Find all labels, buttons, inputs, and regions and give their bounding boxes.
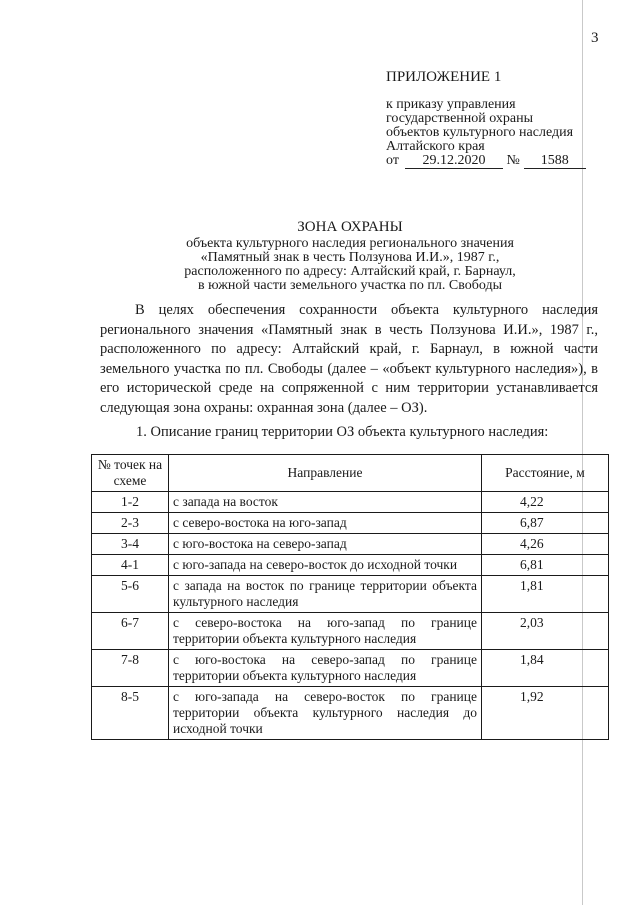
row-direction: с юго-запада на северо-восток до исходной точки bbox=[169, 555, 482, 576]
appendix-line: государственной охраны bbox=[386, 111, 534, 126]
row-direction: с запада на восток bbox=[169, 492, 482, 513]
section-title: 1. Описание границ территории ОЗ объекта культурного наследия: bbox=[136, 424, 549, 440]
zone-subtitle-line: «Памятный знак в честь Ползунова И.И.», 1987 г., bbox=[200, 250, 500, 265]
table-header-row bbox=[92, 455, 609, 492]
appendix-line: объектов культурного наследия bbox=[386, 125, 574, 140]
intro-paragraph: В целях обеспечения сохранности объекта культурного наследия регионального значения «Памятный знак в честь Ползунова И.И.», 1987 г., расположенного по адресу: Алтайский край, г. Барнаул, в южной части земельного участка по пл. Свободы (далее – «объект культурного наследия»), в его исторической среде на сопряженной с ним территории устанавливается следующая зона охраны: охранная зона (далее – ОЗ). bbox=[100, 302, 598, 416]
zone-subtitle-line: расположенного по адресу: Алтайский край, г. Барнаул, bbox=[184, 264, 516, 279]
row-direction: с юго-востока на северо-запад bbox=[169, 534, 482, 555]
row-distance: 4,22 bbox=[482, 492, 609, 513]
table-row bbox=[92, 513, 609, 534]
appendix-line: к приказу управления bbox=[386, 97, 516, 112]
zone-title: ЗОНА ОХРАНЫ bbox=[297, 219, 403, 235]
table-row bbox=[92, 650, 609, 687]
date-prefix: от bbox=[386, 153, 399, 168]
row-distance: 1,84 bbox=[482, 650, 609, 687]
zone-header bbox=[100, 220, 600, 293]
row-direction: с юго-востока на северо-запад по границе территории объекта культурного наследия bbox=[169, 650, 482, 687]
appendix-block bbox=[386, 70, 616, 169]
table-row bbox=[92, 613, 609, 650]
zone-subtitle-line: объекта культурного наследия регионального значения bbox=[186, 236, 514, 251]
order-number: 1588 bbox=[524, 154, 586, 169]
page-number: 3 bbox=[591, 30, 599, 46]
zone-subtitle-line: в южной части земельного участка по пл. Свободы bbox=[198, 278, 502, 293]
table-row bbox=[92, 492, 609, 513]
table-row bbox=[92, 534, 609, 555]
appendix-title: ПРИЛОЖЕНИЕ 1 bbox=[386, 69, 502, 85]
row-num: 4-1 bbox=[92, 555, 169, 576]
row-num: 5-6 bbox=[92, 576, 169, 613]
row-distance: 6,81 bbox=[482, 555, 609, 576]
header-direction: Направление bbox=[169, 455, 482, 492]
row-direction: с северо-востока на юго-запад по границе территории объекта культурного наследия bbox=[169, 613, 482, 650]
header-distance: Расстояние, м bbox=[482, 455, 609, 492]
row-num: 1-2 bbox=[92, 492, 169, 513]
row-direction: с запада на восток по границе территории объекта культурного наследия bbox=[169, 576, 482, 613]
row-direction: с юго-запада на северо-восток по границе территории объекта культурного наследия до исходной точки bbox=[169, 687, 482, 740]
row-num: 6-7 bbox=[92, 613, 169, 650]
number-prefix: № bbox=[506, 153, 520, 168]
row-distance: 4,26 bbox=[482, 534, 609, 555]
header-num: № точек на схеме bbox=[92, 455, 169, 492]
order-date-line bbox=[386, 154, 616, 169]
row-num: 2-3 bbox=[92, 513, 169, 534]
row-distance: 1,81 bbox=[482, 576, 609, 613]
row-num: 7-8 bbox=[92, 650, 169, 687]
borders-table bbox=[91, 454, 609, 740]
row-distance: 2,03 bbox=[482, 613, 609, 650]
row-distance: 6,87 bbox=[482, 513, 609, 534]
appendix-line: Алтайского края bbox=[386, 139, 485, 154]
intro-paragraph-block bbox=[100, 301, 598, 418]
order-date: 29.12.2020 bbox=[405, 154, 503, 169]
row-distance: 1,92 bbox=[482, 687, 609, 740]
table-row bbox=[92, 576, 609, 613]
row-direction: с северо-востока на юго-запад bbox=[169, 513, 482, 534]
row-num: 8-5 bbox=[92, 687, 169, 740]
table-row bbox=[92, 555, 609, 576]
table-row bbox=[92, 687, 609, 740]
row-num: 3-4 bbox=[92, 534, 169, 555]
